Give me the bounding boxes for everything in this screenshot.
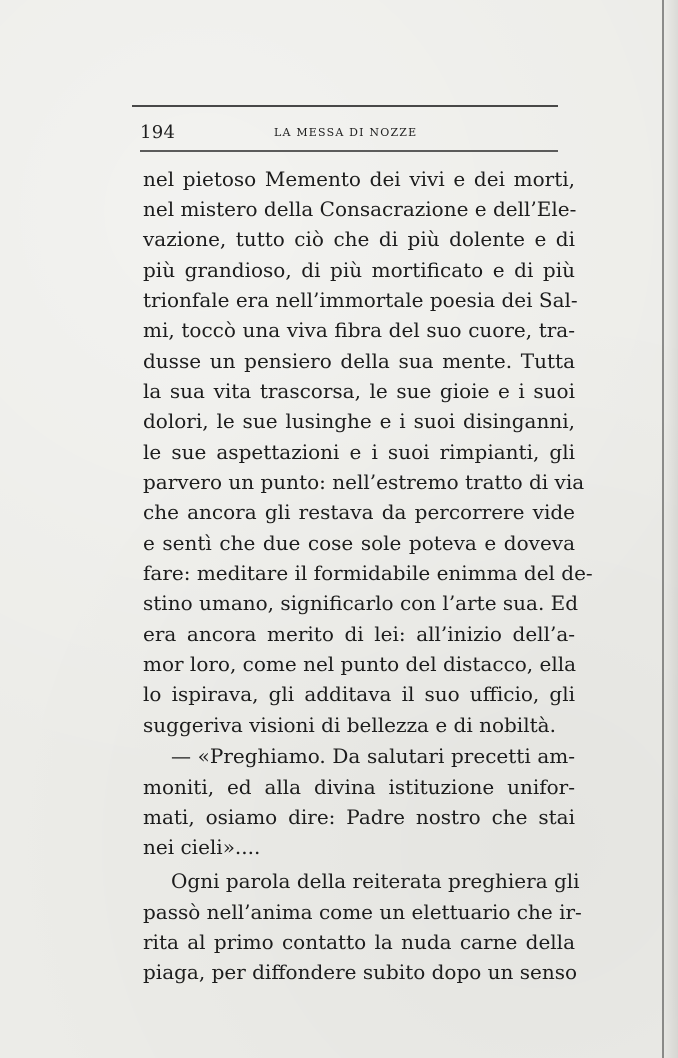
text-line: mati, osiamo dire: Padre nostro che stai xyxy=(143,805,575,829)
text-line: nei cieli».... xyxy=(143,835,261,859)
page-edge-shadow xyxy=(662,0,678,1058)
page-edge-line xyxy=(662,0,664,1058)
text-line: fare: meditare il formidabile enimma del de- xyxy=(143,561,593,585)
text-line: moniti, ed alla divina istituzione unifor- xyxy=(143,775,575,799)
text-line: vazione, tutto ciò che di più dolente e di xyxy=(143,227,575,251)
text-line: più grandioso, di più mortificato e di più xyxy=(143,258,575,282)
text-line: era ancora merito di lei: all’inizio dell’a- xyxy=(143,622,575,646)
text-line: suggeriva visioni di bellezza e di nobiltà. xyxy=(143,713,556,737)
text-line: Ogni parola della reiterata preghiera gli xyxy=(171,869,580,893)
text-line: piaga, per diffondere subito dopo un senso xyxy=(143,960,578,984)
text-line: nel mistero della Consacrazione e dell’Ele- xyxy=(143,197,577,221)
text-line: che ancora gli restava da percorrere vide xyxy=(143,500,575,524)
text-line: mor loro, come nel punto del distacco, ella xyxy=(143,652,577,676)
text-line: la sua vita trascorsa, le sue gioie e i suoi xyxy=(143,379,575,403)
running-title: LA MESSA DI NOZZE xyxy=(274,126,418,139)
text-line: trionfale era nell’immortale poesia dei Sal- xyxy=(143,288,578,312)
text-line: — «Preghiamo. Da salutari precetti am- xyxy=(171,744,575,768)
text-line: le sue aspettazioni e i suoi rimpianti, gli xyxy=(143,440,575,464)
text-line: lo ispirava, gli additava il suo ufficio, gli xyxy=(143,682,575,706)
text-line: stino umano, significarlo con l’arte sua. Ed xyxy=(143,591,579,615)
text-line: nel pietoso Memento dei vivi e dei morti, xyxy=(143,167,575,191)
page-number: 194 xyxy=(140,122,176,143)
text-line: passò nell’anima come un elettuario che ir- xyxy=(143,900,582,924)
text-line: dolori, le sue lusinghe e i suoi disinganni, xyxy=(143,409,575,433)
text-line: e sentì che due cose sole poteva e doveva xyxy=(143,531,575,555)
page-header xyxy=(140,123,560,147)
header-top-rule xyxy=(132,105,558,107)
header-bottom-rule xyxy=(140,150,558,152)
text-line: dusse un pensiero della sua mente. Tutta xyxy=(143,349,575,373)
text-line: parvero un punto: nell’estremo tratto di via xyxy=(143,470,585,494)
text-line: mi, toccò una viva fibra del suo cuore, tra- xyxy=(143,318,575,342)
text-line: rita al primo contatto la nuda carne della xyxy=(143,930,575,954)
